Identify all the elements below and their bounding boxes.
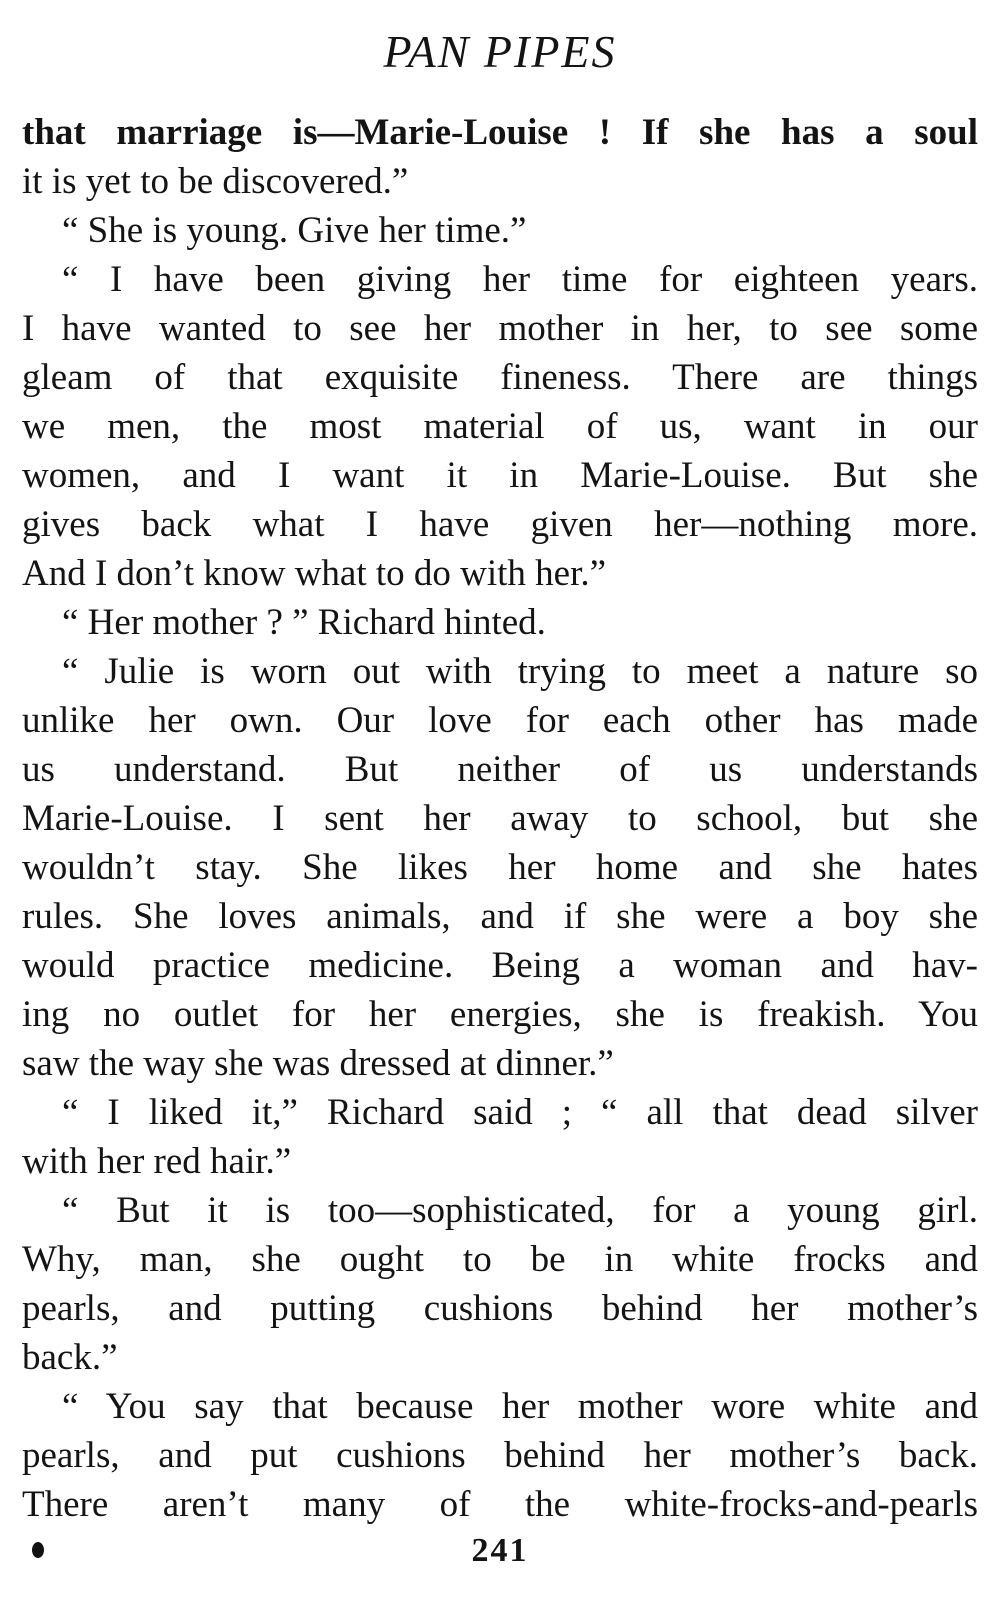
text-line: “ Julie is worn out with trying to meet a nature so (62, 651, 978, 692)
text-line: with her red hair.” (22, 1141, 292, 1182)
text-line: gleam of that exquisite fineness. There are things (22, 357, 978, 398)
text-line: unlike her own. Our love for each other has made (22, 700, 978, 741)
text-line: women, and I want it in Marie-Louise. But she (22, 455, 978, 496)
text-line: that marriage is—Marie-Louise ! If she has a soul (22, 112, 978, 153)
text-line: “ I have been giving her time for eighteen years. (62, 259, 978, 300)
page-number: 241 (471, 1532, 529, 1569)
text-line: “ Her mother ? ” Richard hinted. (62, 602, 546, 643)
text-line: ing no outlet for her energies, she is freakish. You (22, 994, 978, 1035)
running-title: PAN PIPES (383, 26, 617, 77)
text-line: Marie-Louise. I sent her away to school, but she (22, 798, 978, 839)
text-line: I have wanted to see her mother in her, to see some (22, 308, 978, 349)
text-line: And I don’t know what to do with her.” (22, 553, 607, 594)
text-line: it is yet to be discovered.” (22, 161, 409, 202)
text-line: us understand. But neither of us understands (22, 749, 978, 790)
text-line: wouldn’t stay. She likes her home and she hates (22, 847, 978, 888)
text-line: There aren’t many of the white-frocks-and-pearls (22, 1484, 978, 1525)
text-line: “ She is young. Give her time.” (62, 210, 527, 251)
text-line: back.” (22, 1337, 118, 1378)
text-line: pearls, and putting cushions behind her mother’s (22, 1288, 978, 1329)
text-line: gives back what I have given her—nothing more. (22, 504, 978, 545)
text-line: “ I liked it,” Richard said ; “ all that dead silver (62, 1092, 978, 1133)
body-text (22, 108, 978, 1529)
text-line: we men, the most material of us, want in our (22, 406, 978, 447)
text-line: Why, man, she ought to be in white frocks and (22, 1239, 978, 1280)
text-line: “ You say that because her mother wore white and (62, 1386, 978, 1427)
text-line: saw the way she was dressed at dinner.” (22, 1043, 614, 1084)
text-line: rules. She loves animals, and if she were a boy she (22, 896, 978, 937)
text-line: pearls, and put cushions behind her mother’s back. (22, 1435, 978, 1476)
text-line: “ But it is too—sophisticated, for a young girl. (62, 1190, 978, 1231)
text-line: would practice medicine. Being a woman and hav- (22, 945, 978, 986)
